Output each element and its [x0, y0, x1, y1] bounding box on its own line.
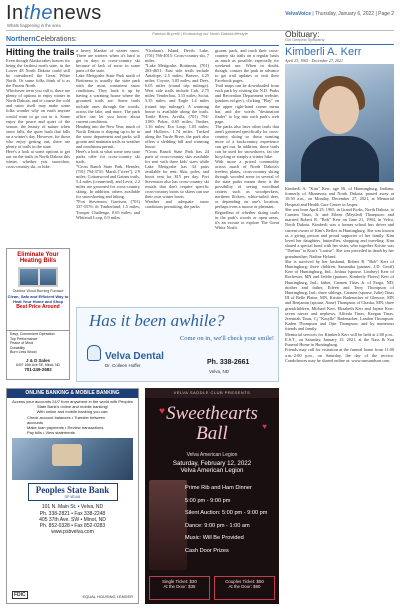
furnace-product: Outdoor Wood Burning Furnace	[12, 288, 64, 293]
furnace-feature: Durability	[10, 345, 25, 350]
logo-part-3: news	[53, 2, 102, 24]
schedule-item: Cash Door Prizes	[185, 547, 229, 554]
ball-title-b: Ball	[196, 423, 228, 444]
heart-icon: ♥	[262, 422, 267, 431]
ball-date-line: Saturday, February 12, 2022	[172, 460, 252, 467]
issue-line	[285, 11, 394, 17]
bank-feature: Pay bills • View statements	[27, 430, 75, 436]
paragraph: Trail maps can be downloaded from each park by visiting the N.D. Parks and Recreation Department website, (parkrec.nd.gov), clicking "Play" on the upper right-hand corner menu bar, and the words "destination finder" to log into each park's web page.	[215, 83, 279, 124]
schedule-item: 5:00 pm - 9:00 pm	[185, 497, 231, 504]
ball-title	[145, 404, 279, 444]
paragraph: She was born April 25, 1965, in Grand Forks, North Dakota, to Carmen Tinas, Jr. and Eileen (Mrytled) Thompson; and married Robert R. "Bob" Kerr on June 21, 1984, in Velva, North Dakota. Kimberli was a former school bus driver and current owner of Kim's Reflex in Huntingburg. She was known as a giving person and proud supporter of her family. Kim loved her daughters, butterflies, shopping and traveling. Kim shared a special bond with her sister, who together Kristie was "Thelma" to Kim's "Louise". She was preceded in death by her grandmother; Nadine Hyland.	[285, 206, 394, 259]
paragraph: Here's a look at what some area state parks offer for cross-country ski trails.	[76, 148, 140, 165]
furnace-ad[interactable]	[6, 248, 70, 333]
furnace-sale: Best Price Around	[16, 304, 60, 311]
paragraph: *Fort Stevenson, Garrison, (701) 337-5576: th Timberland, 1.5 miles; Trooper Challenge, 0.65 miles; and Whitetail Loop, 0.9 miles.	[76, 199, 140, 220]
paragraph: Here's a look at some options to get out on the trails in North Dakota this winter, whether you snowshoe, cross-country ski, or hike.	[6, 148, 70, 169]
masthead	[6, 2, 394, 30]
paragraph: Weather and adequate snow conditions permitting, the parks	[145, 199, 209, 210]
furnace-feature: Peace of Mind	[10, 341, 33, 346]
single-ticket	[149, 576, 210, 600]
schedule-item: Prime Rib and Ham Dinner	[185, 485, 252, 491]
paragraph: a heavy blanket of winter snow. There are winters when it's hard to get in days to cross-country ski because of lack of snow in some parts of the state.	[76, 48, 140, 74]
bank-logo	[28, 483, 118, 501]
schedule-item: Music: Will Be Provided	[185, 535, 244, 541]
dental-headline: Has it been awhile?	[89, 311, 225, 330]
dental-name: Velva Dental	[105, 351, 164, 362]
furnace-company: J & D Sales	[26, 357, 50, 363]
paragraph: The parks also have other trails that aren't groomed specifically for cross-country skiing so those wanting more of a backcountry experience can get out. In addition, those trails can be used for snowshoers, fat tire bicycling or simply a winter hike.	[215, 123, 279, 159]
bank-website[interactable]: www.psbvelva.com	[51, 529, 94, 536]
fdic-badge: FDIC	[14, 592, 26, 598]
paragraph: *Lake Metigoshe, Bottineau, (701) 263-4651: East side trails include Antelope, 2.5 miles; Beaver, 4.25 miles; Coyote, 3.05 miles; and Deer, 6.05 miles (round trip mileage). West side trails include Cub, 2.75 miles; Tenderfoot, 3.15 miles; Scout, 3.35 miles; and Eagle 1.4 miles (round trip mileage). A warming house is available along the trails. Turtle River, Arvilla, (701) 794-3180: Poker, 0.65 miles; Timber, 1.16 miles; Eco Loop, 1.05 miles; and Hollows, 1.74 miles. Tucked along the Turtle River, the park also offers a sledding hill and warming house.	[145, 63, 209, 149]
publication-name-rest: Voice	[298, 11, 311, 17]
bank-feature-list	[7, 414, 138, 436]
bank-contact	[7, 504, 138, 535]
heart-icon: ♥	[159, 406, 165, 417]
paragraph: She is survived by her husband, Robert R. "Bob" Kerr of Huntingburg; three children, Samantha (partner, J.D. Geoff) Kerr of Huntingburg, Ind., Joshua (spouse, Lindsey) Kerr of Rochester, MN and Jeddie (partner, Kimberly Flores) Kerr of Huntingburg, Ind.; father, Carmen Tinas Jr. of Fargo, ND; mother and father, Eileen and Terry Thompson of Huntingburg, Ind.; three siblings, Carmen (spouse, Julie) Tinas III of Belle Plaine, MN, Kristin Radenacher of Glencoe, MN and Benjamin (spouse, Anne) Thompson of Chaska, MN; three grandchildren, Michael Kerr, Elizabeth Kerr and Jayme Kerr; seven nieces and nephews, Alfreda Tinas, Keegan Tinas, Jeremiah Tinas, Cj "Kasylle" Radenacher, Landon Thompson, Kaden Thompson and Ojin Thompson; and by numerous friends and family.	[285, 258, 394, 332]
couples-ticket-door: At the Door: $60	[228, 584, 261, 590]
paragraph: Regardless of whether skiing trails in the park's woods or open areas, it's an excuse to explore The Great White North.	[215, 209, 279, 230]
paragraph: With more a prized commodity across much of North Dakota's treeless plains, cross-country skiing through wooded areas in several of the state parks means there is the possibility of seeing woodland critters such as woodpeckers, northern flickers, white-tailed deer, or depending on one's location, perhaps even a moose or pheasant.	[215, 159, 279, 210]
publication-name: Velva	[285, 11, 298, 17]
section-label	[6, 36, 77, 43]
dental-ad[interactable]	[76, 307, 279, 382]
dental-town: Velva, ND	[209, 369, 230, 374]
bank-logo-sub: OF VELVA	[64, 495, 81, 500]
paragraph: *Cross Ranch State Park has 24 parts of cross-country skis available for rent with three kids' sizes while Lake Metigoshe has 34 pairs available for rent. Skis, poles, and boots rent for $15 per day. Fort Stevenson also has cross-country ski rentals that don't require specific cross-country boots so skiers can use their own winter boots.	[145, 148, 209, 200]
paragraph: *Cross Ranch State Park, Hensler, (701) 794-3731: Marsh ("river"), 2.9 miles; Cottonwood and Gaines trails, 5.4 miles (connected), and Levis, 2.2 miles are groomed for cross-country skiing. In addition, others available for snowshoeing and hiking.	[76, 164, 140, 200]
obituary-dates: April 23, 1965 - December 27, 2021	[285, 58, 343, 63]
sweethearts-ball-ad[interactable]	[145, 388, 279, 604]
furnace-ad-details[interactable]	[6, 330, 70, 380]
ball-date	[145, 460, 279, 474]
logo-part-2: the	[23, 2, 53, 24]
bank-address-2: 405 37th Ave. SW • Minot, ND	[39, 516, 106, 523]
section-label-a: Northern	[6, 36, 36, 43]
dental-doctor: Dr. Colleen Hoffer	[105, 363, 141, 368]
paragraph: Lake Metigoshe State Park north of Bottineau is usually the state park with the most consistent snow conditions. They back it up by having a warming house where the groomed trails are. Some trails include ones through the woods, across the lake, and more. The park office can let you know about current conditions.	[76, 73, 140, 124]
bank-phone-1: Ph. 338-2821 • Fax 338-2248	[39, 510, 106, 517]
obituary-subheading: Our Deepest Sympathy	[285, 38, 325, 42]
credits-line: Patricia Brycelli | Embracing our North Dakota lifestyle	[152, 31, 248, 36]
couples-ticket-price: Couples Ticket: $50	[225, 579, 264, 584]
bank-lead-2: With online and mobile banking you can:	[36, 408, 109, 414]
bank-phone-2: Ph. 852-0328 • Fax 852-0283	[39, 523, 106, 529]
article-column-4	[215, 48, 279, 303]
furnace-phone: 701-249-2682	[24, 366, 52, 372]
furnace-feature: Easy, Convenient Operation	[10, 332, 55, 336]
furnace-address: 6407 16th Ave SE, Minot, ND	[15, 362, 61, 367]
dental-phone: Ph. 338-2661	[207, 359, 250, 366]
bank-banner: ONLINE BANKING & MOBILE BANKING	[7, 389, 138, 398]
section-label-b: Celebrations:	[35, 36, 77, 43]
obituary-heading: Obituary:	[285, 29, 320, 39]
bank-address-1: 101 N. Main St. • Velva, ND	[41, 504, 104, 511]
article-column-1	[6, 58, 70, 246]
ball-venue-line: Velva American Legion	[180, 467, 244, 474]
logo-part-1: In	[6, 2, 24, 24]
schedule-item: Dance: 9:00 pm - 1:00 am	[185, 522, 250, 529]
equal-housing-badge: EQUAL HOUSING LENDER	[82, 594, 133, 599]
obituary-body	[285, 186, 394, 608]
furnace-feature-list	[7, 331, 69, 356]
photo-body	[301, 136, 379, 182]
article-column-2	[76, 48, 140, 303]
obituary-name: Kimberli A. Kerr	[285, 46, 362, 58]
single-ticket-price: Single Ticket: $30	[162, 579, 197, 584]
paragraph: Kimberli A. "Kim" Kerr, age 56, of Hunningburg, Indiana, formerly of Minnesota and North Dakota, passed away at 10:50 a.m., on Monday, December 27, 2021, at Memorial Hospital and Health Care Center in Jasper.	[285, 186, 394, 207]
paragraph: Memorial services for Kimberli Kerr will be held at 2:00 p.m., E.S.T., on Saturday, January 15, 2021, at the Nass & Son Funeral Home in Huntingburg.	[285, 331, 394, 348]
paragraph: Whichever term you call it, there are plenty of options to enjoy winter in North Dakota, and of course the cold and snow itself may make some folks wonder why on earth anyone would want to go out in it. Some enjoy the peace and quiet of the season, the beauty of nature when snow falls, the quiet hush that falls on a winter's day. However, for those who enjoy getting out, there are plenty of trails in the state.	[6, 88, 70, 149]
single-ticket-door: At the Door: $35	[163, 584, 196, 590]
furnace-call: Clean, Safe and Efficient Way to Heat Your Home and Shop	[7, 294, 69, 305]
ball-presenter: VELVA SADDLE CLUB PRESENTS	[145, 388, 279, 398]
furnace-ad-title: Eliminate Your Heating Bills	[17, 252, 59, 265]
ball-photo	[149, 480, 187, 570]
paragraph: *Graham's Island, Devils Lake, (701) 766-4015: Cross-country ski, 7 miles.	[145, 48, 209, 64]
issue-date: | Thursday, January 6, 2022 | Page 2	[312, 11, 394, 17]
article-headline: Hitting the trails	[6, 47, 75, 57]
bank-lead: Access your accounts 24/7 from anywhere in the world with Peoples State Bank's online and mobile banking!	[12, 399, 133, 409]
photo-face	[319, 86, 359, 134]
bank-photo	[12, 438, 133, 480]
ball-title-a: Sweethearts	[166, 403, 258, 424]
dental-subline: Come on in, we'll check your smile!	[179, 335, 275, 342]
obituary-photo	[285, 64, 394, 182]
furnace-image	[18, 267, 58, 287]
ticket-prices	[149, 576, 275, 600]
paragraph: Even though Alaska takes honors for being the farthest north state, in the Lower 48 North Dakota could still be considered the Great White North. Or some folks think of it as the Frozen North.	[6, 58, 70, 89]
bank-feature: Make loan payments • Review transactions	[27, 425, 104, 431]
bank-feature: Check account balances • Transfer between accounts	[27, 415, 106, 426]
bank-logo-name: Peoples State Bank	[35, 485, 110, 496]
furnace-feature: Burn Less Wood	[10, 350, 37, 355]
paragraph: groom, pack, and track their cross-country ski trails on a regular basis as much as possible, especially for weekend use. When in doubt, though, contact the park in advance to get trail updates or visit their Facebook pages.	[215, 48, 279, 84]
ball-place: Velva American Legion	[186, 452, 238, 458]
obituary-rule	[285, 44, 394, 45]
schedule-item: Silent Auction: 5:00 pm - 9:00 pm	[185, 510, 268, 516]
tooth-icon	[87, 345, 101, 361]
tagline: Whats happening in the area	[7, 23, 61, 28]
ball-schedule	[185, 482, 275, 557]
couples-ticket	[214, 576, 275, 600]
furnace-feature: Top Performance	[10, 336, 38, 341]
paragraph: Friends may call for visitation at the funeral home from 11:00 a.m.-2:00 p.m., on Saturday, the day of the service. Condolences may be shared online at: www.nassandson.com.	[285, 347, 394, 363]
section-logo	[6, 2, 102, 25]
article-column-3	[145, 48, 209, 303]
paragraph: Heading into the New Year, much of North Dakota is shaping up to be in the snow department and parks will groom and maintain trails as weather and conditions permit.	[76, 123, 140, 149]
bank-ad[interactable]	[6, 388, 139, 604]
section-rule	[6, 45, 279, 46]
